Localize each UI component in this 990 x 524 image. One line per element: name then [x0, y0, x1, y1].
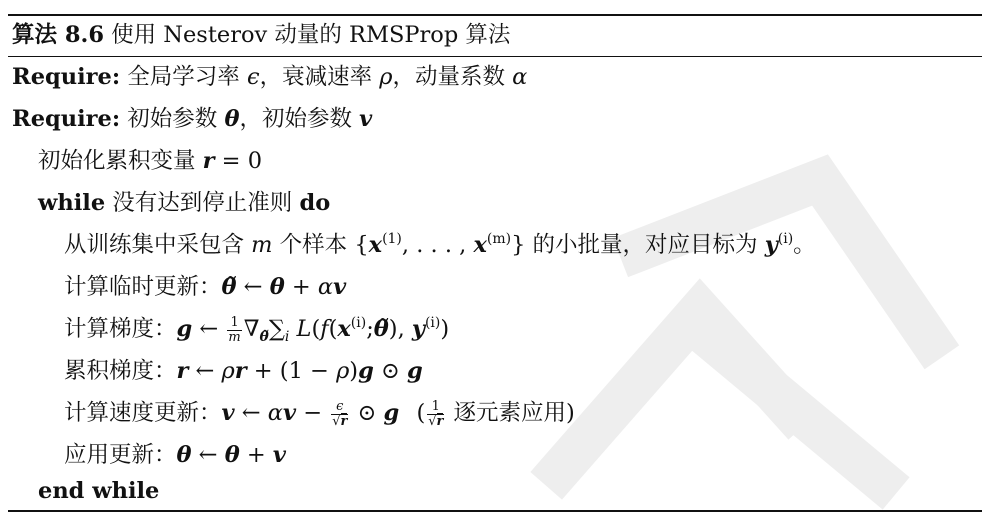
while-condition: 没有达到停止准则	[112, 190, 293, 216]
note-paren: (	[416, 400, 426, 426]
step-text: 个样本 {	[279, 232, 369, 258]
step-apply-update	[64, 440, 286, 470]
fraction-denominator: √r	[332, 413, 348, 429]
math-expr: , . . . ,	[401, 232, 474, 258]
math-symbol: θ̃	[221, 274, 237, 300]
math-symbol: α	[317, 274, 334, 300]
math-symbol: v	[333, 274, 347, 300]
math-operator: ⊙	[350, 400, 384, 426]
end-while-keyword: end while	[38, 478, 160, 504]
math-symbol: α	[512, 64, 528, 90]
fraction-numerator: 1	[427, 400, 444, 415]
fraction-numerator: ϵ	[331, 400, 348, 415]
math-symbol: g	[406, 358, 423, 384]
math-superscript: (i)	[350, 315, 367, 331]
math-symbol: v	[272, 442, 286, 468]
fraction-denominator: √r	[428, 413, 444, 429]
math-symbol: f	[320, 316, 329, 342]
math-symbol: x	[473, 232, 487, 258]
math-operator: ;	[366, 316, 374, 342]
math-operator: ←	[191, 442, 225, 468]
step-label: 计算梯度：	[64, 316, 177, 342]
math-symbol: θ	[176, 442, 192, 468]
math-operator: ∑	[268, 316, 285, 342]
math-operator: −	[296, 400, 330, 426]
sqrt-radicand: r	[340, 413, 348, 429]
step-label: 计算临时更新：	[64, 274, 222, 300]
step-text: 。	[793, 232, 816, 258]
math-symbol: L	[296, 316, 312, 342]
init-line	[38, 146, 262, 176]
note-text: 逐元素应用)	[453, 400, 575, 426]
require-line-1	[12, 62, 527, 92]
require-text: ，衰减速率	[259, 64, 373, 90]
sqrt-radicand: r	[436, 413, 444, 429]
math-operator: +	[239, 442, 273, 468]
math-symbol: ρ	[221, 358, 235, 384]
math-expr: = 0	[214, 148, 263, 174]
fraction-numerator: 1	[227, 316, 241, 331]
math-symbol: r	[234, 358, 247, 384]
require-keyword: Require:	[12, 106, 121, 132]
step-sample-minibatch	[64, 230, 816, 260]
math-symbol: α	[267, 400, 283, 426]
math-fraction	[331, 400, 348, 429]
note-fraction	[427, 400, 444, 429]
math-symbol: g	[176, 316, 193, 342]
math-symbol: ρ	[336, 358, 350, 384]
step-label: 累积梯度：	[64, 358, 177, 384]
step-compute-gradient	[64, 314, 449, 345]
math-superscript: (i)	[424, 315, 441, 331]
math-symbol: g	[383, 400, 400, 426]
algorithm-label: 算法 8.6	[12, 22, 104, 48]
init-text: 初始化累积变量	[38, 148, 196, 174]
math-subscript: i	[284, 329, 290, 345]
require-text: ，动量系数	[392, 64, 505, 90]
require-text: ，初始参数	[239, 106, 352, 132]
math-symbol: g	[358, 358, 374, 384]
math-symbol: m	[251, 232, 273, 258]
end-while-line	[38, 476, 159, 506]
math-operator: (	[328, 316, 338, 342]
while-line	[38, 188, 330, 218]
top-rule	[8, 14, 982, 16]
require-line-2	[12, 104, 372, 134]
math-operator: ←	[192, 316, 226, 342]
math-symbol: y	[411, 316, 425, 342]
math-superscript: (i)	[777, 231, 794, 247]
math-symbol: θ	[224, 442, 240, 468]
math-superscript: (m)	[486, 231, 512, 247]
math-symbol: θ̃	[373, 316, 389, 342]
require-keyword: Require:	[12, 64, 121, 90]
math-operator: + (1 −	[246, 358, 337, 384]
math-operator: ←	[236, 274, 270, 300]
math-superscript: (1)	[382, 231, 402, 247]
math-operator: ),	[388, 316, 412, 342]
math-operator: +	[284, 274, 318, 300]
math-operator: ⊙	[373, 358, 407, 384]
math-symbol: v	[359, 106, 373, 132]
step-accumulate-gradient	[64, 356, 423, 386]
step-velocity-update	[64, 398, 575, 429]
math-symbol: θ	[224, 106, 240, 132]
math-symbol: ρ	[379, 64, 393, 90]
step-text: } 的小批量，对应目标为	[511, 232, 758, 258]
math-symbol: x	[337, 316, 351, 342]
algorithm-header	[12, 20, 510, 50]
math-operator: (	[311, 316, 321, 342]
math-operator: ←	[188, 358, 222, 384]
math-operator: )	[349, 358, 359, 384]
step-text: 从训练集中采包含	[64, 232, 245, 258]
fraction-denominator: m	[228, 329, 241, 345]
math-symbol: v	[282, 400, 297, 426]
do-keyword: do	[299, 190, 331, 216]
math-symbol: r	[176, 358, 189, 384]
math-symbol: y	[764, 232, 778, 258]
math-operator: )	[440, 316, 450, 342]
math-symbol: ϵ	[246, 64, 260, 90]
step-label: 计算速度更新：	[64, 400, 222, 426]
algorithm-title: 使用 Nesterov 动量的 RMSProp 算法	[111, 22, 511, 48]
math-operator: ∇	[243, 316, 260, 342]
while-keyword: while	[38, 190, 106, 216]
step-interim-update	[64, 272, 346, 302]
math-operator: ←	[234, 400, 268, 426]
bottom-rule	[8, 510, 982, 512]
math-symbol: r	[202, 148, 215, 174]
step-label: 应用更新：	[64, 442, 177, 468]
math-symbol: v	[221, 400, 235, 426]
math-symbol: θ	[269, 274, 285, 300]
require-text: 初始参数	[127, 106, 218, 132]
require-text: 全局学习率	[127, 64, 240, 90]
math-subscript: θ̃	[259, 329, 269, 345]
math-fraction	[227, 316, 241, 345]
header-rule	[8, 56, 982, 57]
math-symbol: x	[368, 232, 383, 258]
